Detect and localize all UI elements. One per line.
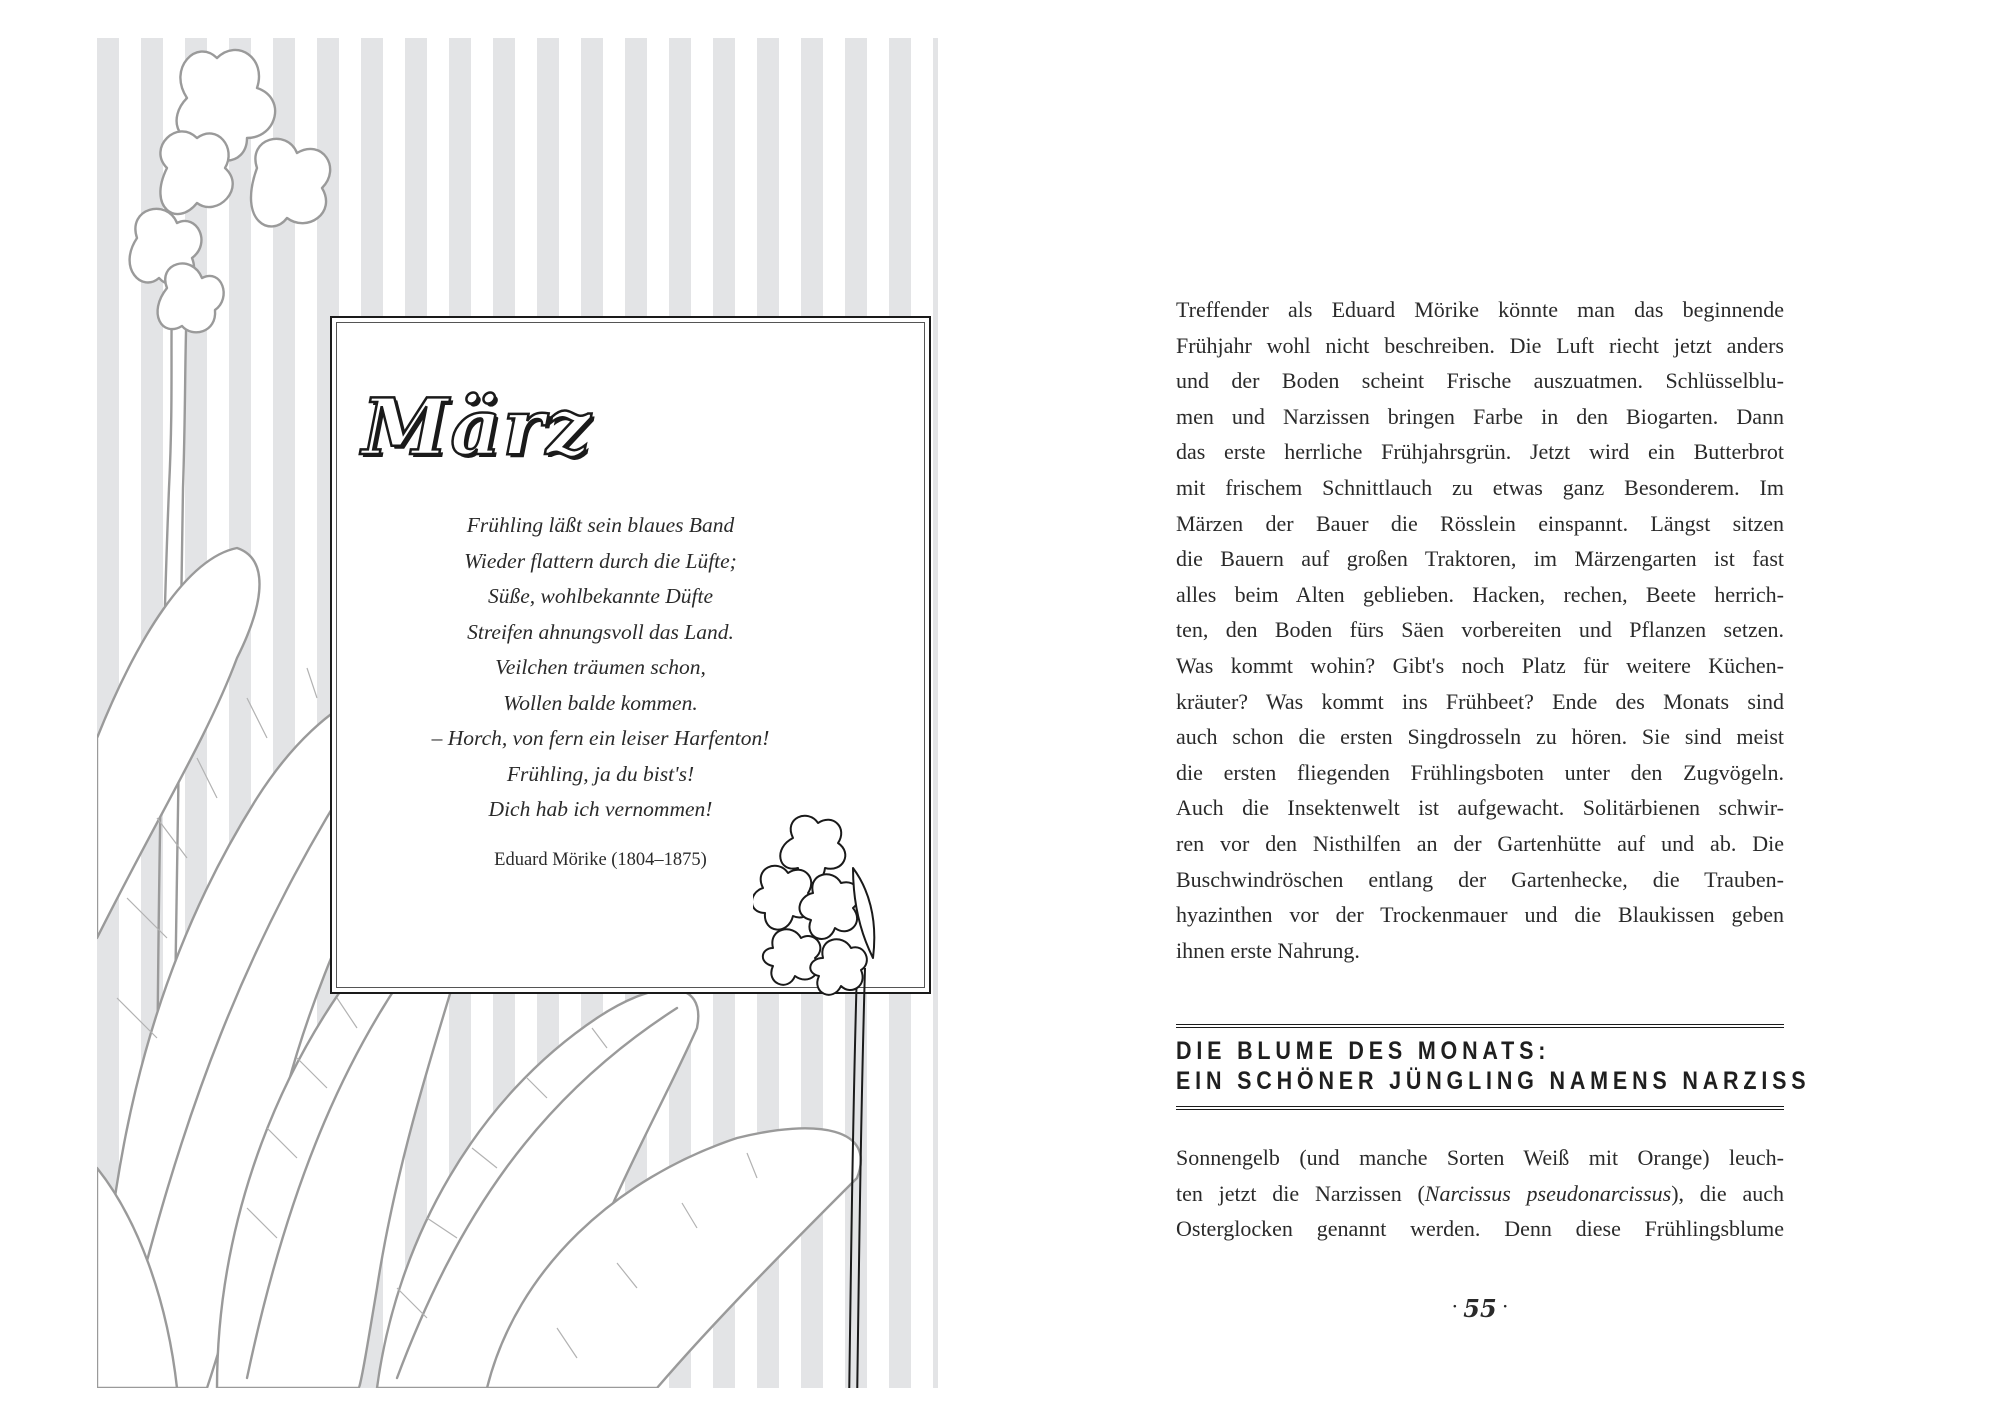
poem-line: Frühling, ja du bist's!: [506, 761, 695, 786]
section-heading: [1176, 1024, 1811, 1110]
poem-line: Dich hab ich vernommen!: [488, 797, 713, 821]
text-line: ten, den Boden fürs Säen vorbereiten und Pflanzen setzen.: [1176, 617, 1784, 643]
text-line: alles beim Alten geblieben. Hacken, rechen, Beete herrich-: [1176, 581, 1784, 607]
poem-line: – Horch, von fern ein leiser Harfenton!: [431, 726, 770, 750]
poem-author: Eduard Mörike (1804–1875): [494, 850, 707, 870]
poem-line: Veilchen träumen schon,: [495, 655, 706, 679]
text-line: und der Boden scheint Frische auszuatmen. Schlüsselblu-: [1176, 368, 1784, 394]
heading-line: DIE BLUME DES MONATS:: [1176, 1037, 1551, 1065]
text-line: Sonnengelb (und manche Sorten Weiß mit Orange) leuch-: [1176, 1145, 1784, 1170]
page-number: · 55 ·: [1452, 1294, 1508, 1323]
poem: [332, 508, 869, 828]
month-title: März: [362, 382, 593, 473]
text-line: ihnen erste Nahrung.: [1176, 937, 1360, 963]
poem-line: Wieder flattern durch die Lüfte;: [464, 548, 737, 573]
text-line: die Bauern auf großen Traktoren, im Märzengarten ist fast: [1176, 546, 1784, 572]
small-primrose-icon: [753, 808, 893, 1388]
text-line: auch schon die ersten Singdrosseln zu hören. Sie sind meist: [1176, 724, 1784, 750]
text-line: das erste herrliche Frühjahrsgrün. Jetzt wird ein Butterbrot: [1176, 439, 1784, 465]
poem-line: Süße, wohlbekannte Düfte: [487, 584, 714, 608]
text-line: hyazinthen vor der Trockenmauer und die Blaukissen geben: [1176, 902, 1784, 928]
heading-line: EIN SCHÖNER JÜNGLING NAMENS NARZISS: [1176, 1067, 1811, 1095]
text-line: Auch die Insektenwelt ist aufgewacht. Solitärbienen schwir-: [1176, 795, 1784, 821]
text-line: Was kommt wohin? Gibt's noch Platz für weitere Küchen-: [1176, 652, 1784, 678]
text-line: Märzen der Bauer die Rösslein einspannt. Längst sitzen: [1176, 510, 1784, 536]
text-line: kräuter? Was kommt ins Frühbeet? Ende des Monats sind: [1176, 688, 1784, 714]
text-line: Osterglocken genannt werden. Denn diese Frühlingsblume: [1176, 1216, 1784, 1242]
text-line: ren vor den Nisthilfen an der Gartenhütte auf und ab. Die: [1176, 830, 1784, 856]
botanical-name: Narcissus pseudonarcissus: [1424, 1180, 1672, 1206]
text-line: die ersten fliegenden Frühlingsboten unter den Zugvögeln.: [1176, 759, 1784, 785]
intro-paragraph: [1176, 292, 1784, 968]
text-line: Frühjahr wohl nicht beschreiben. Die Luft riecht jetzt anders: [1176, 332, 1784, 358]
text-line: men und Narzissen bringen Farbe in den Biogarten. Dann: [1176, 403, 1784, 429]
text-line: mit frischem Schnittlauch zu etwas ganz Besonderem. Im: [1176, 474, 1784, 500]
text-line: Treffender als Eduard Mörike könnte man das beginnende: [1176, 297, 1784, 322]
illustration-panel: [97, 38, 938, 1388]
poem-line: Wollen balde kommen.: [503, 690, 698, 715]
poem-line: Frühling läßt sein blaues Band: [466, 513, 735, 537]
section-paragraph: [1176, 1140, 1784, 1247]
text-line: ten jetzt die Narzissen (Narcissus pseudonarcissus), die auch: [1176, 1180, 1784, 1206]
text-line: Buschwindröschen entlang der Gartenhecke, die Trauben-: [1176, 866, 1784, 892]
poem-line: Streifen ahnungsvoll das Land.: [467, 619, 734, 644]
